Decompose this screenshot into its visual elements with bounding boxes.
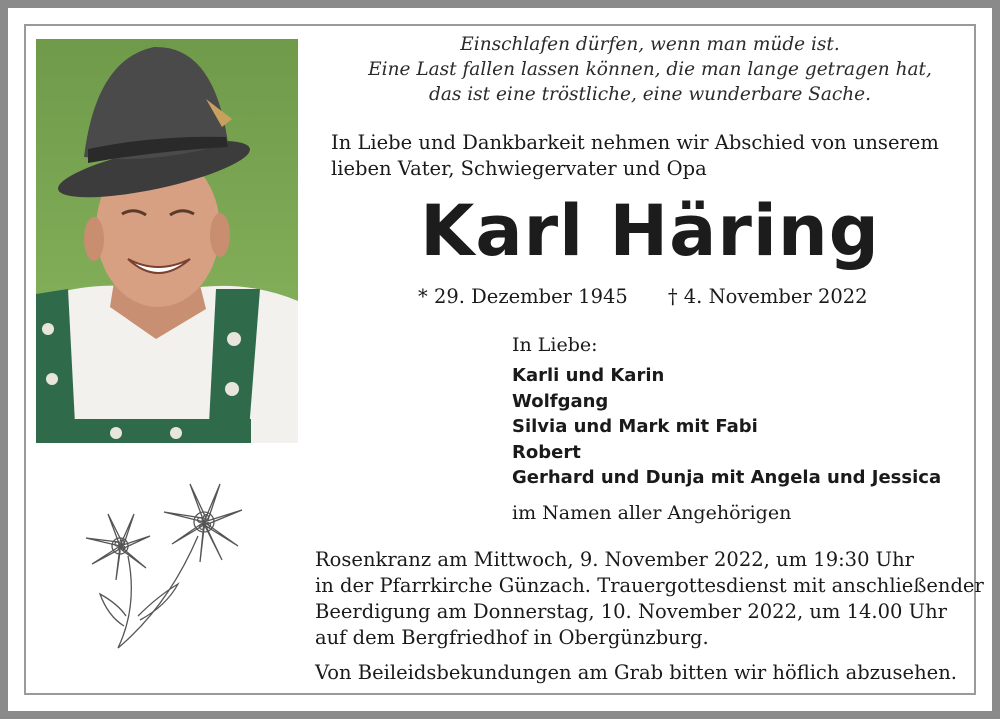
mourner-name: Karli und Karin xyxy=(512,365,665,386)
service-line: auf dem Bergfriedhof in Obergünzburg. xyxy=(315,626,709,649)
mourner-name: Gerhard und Dunja mit Angela und Jessica xyxy=(512,467,942,488)
poem-line: Einschlafen dürfen, wenn man müde ist. xyxy=(460,34,840,55)
poem-line: Eine Last fallen lassen können, die man lange getragen hat, xyxy=(368,59,932,80)
condolence-notice: Von Beileidsbekundungen am Grab bitten wir höflich abzusehen. xyxy=(315,661,957,684)
service-line: Rosenkranz am Mittwoch, 9. November 2022, um 19:30 Uhr xyxy=(315,548,914,571)
intro-line: In Liebe und Dankbarkeit nehmen wir Abschied von unserem xyxy=(331,131,939,154)
edelweiss-illustration xyxy=(78,476,258,652)
deceased-name: Karl Häring xyxy=(420,190,880,272)
mourners-list xyxy=(512,363,941,491)
poem xyxy=(300,32,1000,107)
service-line: in der Pfarrkirche Günzach. Trauergottesdienst mit anschließender xyxy=(315,574,984,597)
farewell-intro xyxy=(331,130,939,182)
mourner-name: Robert xyxy=(512,441,581,463)
mourner-name: Wolfgang xyxy=(512,390,609,412)
intro-line: lieben Vater, Schwiegervater und Opa xyxy=(331,157,707,180)
portrait-photo xyxy=(36,39,298,443)
death-symbol: † xyxy=(667,285,678,308)
death-date: 4. November 2022 xyxy=(683,285,868,308)
service-details xyxy=(315,547,984,651)
mourners-closing: im Namen aller Angehörigen xyxy=(512,502,792,524)
mourner-name: Silvia und Mark mit Fabi xyxy=(512,416,758,437)
mourners-heading: In Liebe: xyxy=(512,334,598,356)
birth-symbol: * xyxy=(418,285,428,308)
birth-date: 29. Dezember 1945 xyxy=(433,285,628,308)
poem-line: das ist eine tröstliche, eine wunderbare Sache. xyxy=(428,84,871,105)
life-dates xyxy=(418,284,868,310)
service-line: Beerdigung am Donnerstag, 10. November 2022, um 14.00 Uhr xyxy=(315,600,947,623)
